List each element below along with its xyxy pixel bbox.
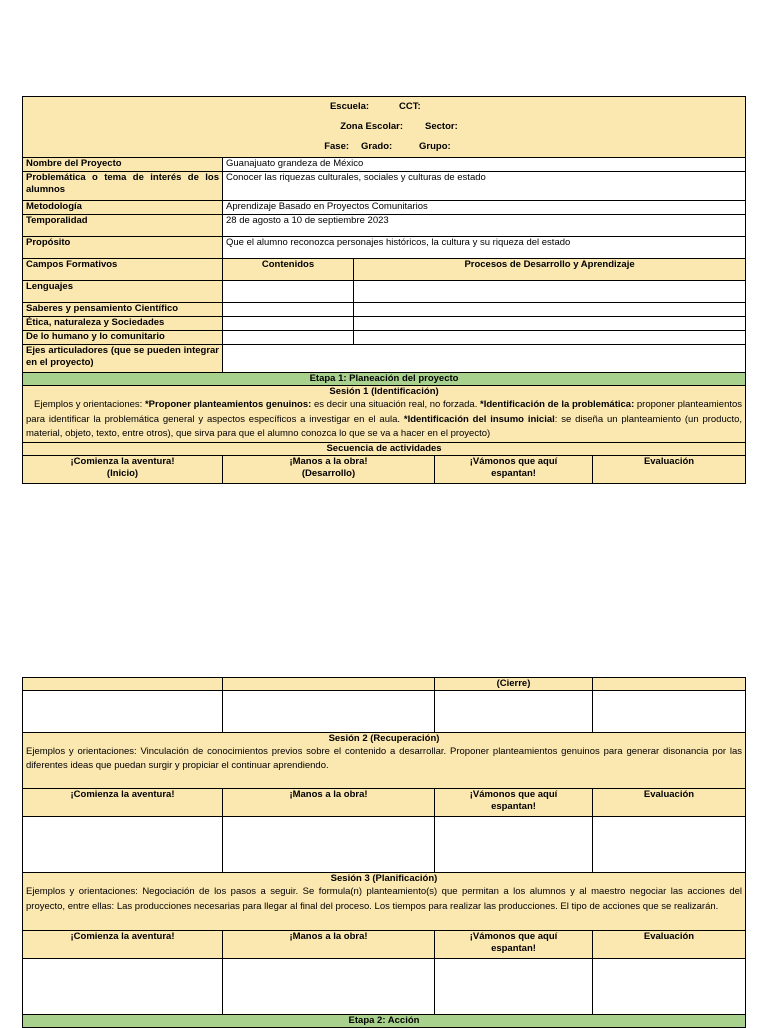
proceso-cell [354, 317, 746, 331]
sesion1-b3: *Identificación del insumo inicial [403, 413, 555, 425]
campo-saberes: Saberes y pensamiento Científico [23, 303, 223, 317]
sesion3-title: Sesión 3 (Planificación) [330, 873, 438, 884]
activity-cell [435, 817, 593, 873]
temporalidad-label: Temporalidad [23, 215, 223, 237]
secuencia-title: Secuencia de actividades [23, 442, 746, 455]
s3-col-eval: Evaluación [593, 931, 746, 959]
proceso-cell [354, 331, 746, 345]
col-inicio-line1: ¡Comienza la aventura! [70, 455, 175, 467]
col-inicio-header [23, 455, 223, 483]
proceso-cell [354, 303, 746, 317]
etapa2-title: Etapa 2: Acción [23, 1015, 746, 1028]
s2-col-desarrollo: ¡Manos a la obra! [223, 789, 435, 817]
col-eval-header: Evaluación [593, 455, 746, 483]
metodologia-label: Metodología [23, 201, 223, 215]
contenidos-header: Contenidos [223, 259, 354, 281]
sesion1-text [26, 398, 742, 442]
col-desarrollo-line2: (Desarrollo) [301, 467, 356, 479]
cierre-cell-empty [23, 678, 223, 691]
s3-col-desarrollo: ¡Manos a la obra! [223, 931, 435, 959]
cct-label: CCT: [399, 101, 421, 112]
fase-label: Fase: [324, 141, 350, 152]
proceso-cell [354, 281, 746, 303]
sesion1-b2: *Identificación de la problemática: [480, 399, 635, 410]
contenido-cell [223, 331, 354, 345]
sesion1-block [23, 386, 746, 443]
s2-col-eval: Evaluación [593, 789, 746, 817]
sesion1-p1: Ejemplos y orientaciones: [34, 399, 145, 410]
ejes-label: Ejes articuladores (que se pueden integrar en el proyecto) [23, 345, 223, 373]
s3-col-cierre: ¡Vámonos que aquí espantan! [435, 931, 593, 959]
temporalidad-value: 28 de agosto a 10 de septiembre 2023 [223, 215, 746, 237]
campo-humano: De lo humano y lo comunitario [23, 331, 223, 345]
s2-col-cierre: ¡Vámonos que aquí espantan! [435, 789, 593, 817]
activity-cell [593, 817, 746, 873]
sesion1-p2: es decir una situación real, no forzada. [311, 399, 480, 410]
activity-cell [435, 691, 593, 733]
problematica-value: Conocer las riquezas culturales, sociales y culturas de estado [223, 172, 746, 201]
contenido-cell [223, 281, 354, 303]
cierre-cell-empty [593, 678, 746, 691]
escuela-label: Escuela: [329, 101, 370, 112]
grado-label: Grado: [361, 141, 393, 152]
proposito-label: Propósito [23, 237, 223, 259]
activity-cell [593, 691, 746, 733]
campo-lenguajes: Lenguajes [23, 281, 223, 303]
cierre-cell-empty [223, 678, 435, 691]
sesion2-title: Sesión 2 (Recuperación) [328, 733, 440, 744]
grupo-label: Grupo: [419, 141, 451, 152]
sesion1-p3: proponer planteamientos para identificar la problemática general y aspectos específicos a investigar en el aula. [26, 399, 743, 425]
col-desarrollo-header [223, 455, 435, 483]
campos-header: Campos Formativos [23, 259, 223, 281]
contenido-cell [223, 303, 354, 317]
school-header [23, 97, 746, 158]
zona-label: Zona Escolar: [340, 121, 404, 132]
proposito-value: Que el alumno reconozca personajes históricos, la cultura y su riqueza del estado [223, 237, 746, 259]
sesion1-b1: *Proponer planteamientos genuinos: [144, 399, 312, 410]
activity-cell [23, 959, 223, 1015]
campo-etica: Ética, naturaleza y Sociedades [23, 317, 223, 331]
activity-cell [223, 817, 435, 873]
etapa1-title: Etapa 1: Planeación del proyecto [23, 373, 746, 386]
sesion2-block [23, 733, 746, 789]
s2-col-inicio: ¡Comienza la aventura! [23, 789, 223, 817]
activity-cell [23, 691, 223, 733]
activity-cell [223, 959, 435, 1015]
sesion3-text: Ejemplos y orientaciones: Negociación de los pasos a seguir. Se formula(n) planteamiento(s) que permitan a los alumnos y al maestro negociar las acciones del proyecto, entre ellas: Las producciones necesarias para llegar al final del proceso. Los tiempos para realizar las producciones. El tipo de acciones que se realizarán. [26, 886, 742, 912]
activity-cell [223, 691, 435, 733]
sesion2-text: Ejemplos y orientaciones: Vinculación de conocimientos previos sobre el contenido a desarrollar. Proponer planteamientos genuinos para generar disonancia por las diferentes ideas que puedan surgir y propiciar el continuar aprendiendo. [26, 746, 742, 771]
ejes-value [223, 345, 746, 373]
planning-table-page1 [22, 96, 746, 484]
planning-table-page2 [22, 677, 746, 1028]
col-desarrollo-line1: ¡Manos a la obra! [289, 455, 368, 467]
nombre-label: Nombre del Proyecto [23, 158, 223, 172]
metodologia-value: Aprendizaje Basado en Proyectos Comunitarios [223, 201, 746, 215]
contenido-cell [223, 317, 354, 331]
col-cierre-header: ¡Vámonos que aquí espantan! [435, 455, 593, 483]
sesion3-block [23, 873, 746, 931]
s3-col-inicio: ¡Comienza la aventura! [23, 931, 223, 959]
activity-cell [593, 959, 746, 1015]
activity-cell [435, 959, 593, 1015]
nombre-value: Guanajuato grandeza de México [223, 158, 746, 172]
problematica-label: Problemática o tema de interés de los alumnos [23, 172, 223, 201]
sector-label: Sector: [425, 121, 458, 132]
procesos-header: Procesos de Desarrollo y Aprendizaje [354, 259, 746, 281]
cierre-label: (Cierre) [435, 678, 593, 691]
activity-cell [23, 817, 223, 873]
col-inicio-line2: (Inicio) [106, 467, 139, 479]
sesion1-p4: : se diseña un planteamiento (un producto, material, objeto, texto, entre otros), que sirva para que el alumno conozca lo que se va a hacer en el proyecto) [26, 413, 743, 439]
sesion1-title: Sesión 1 (Identificación) [329, 386, 439, 397]
